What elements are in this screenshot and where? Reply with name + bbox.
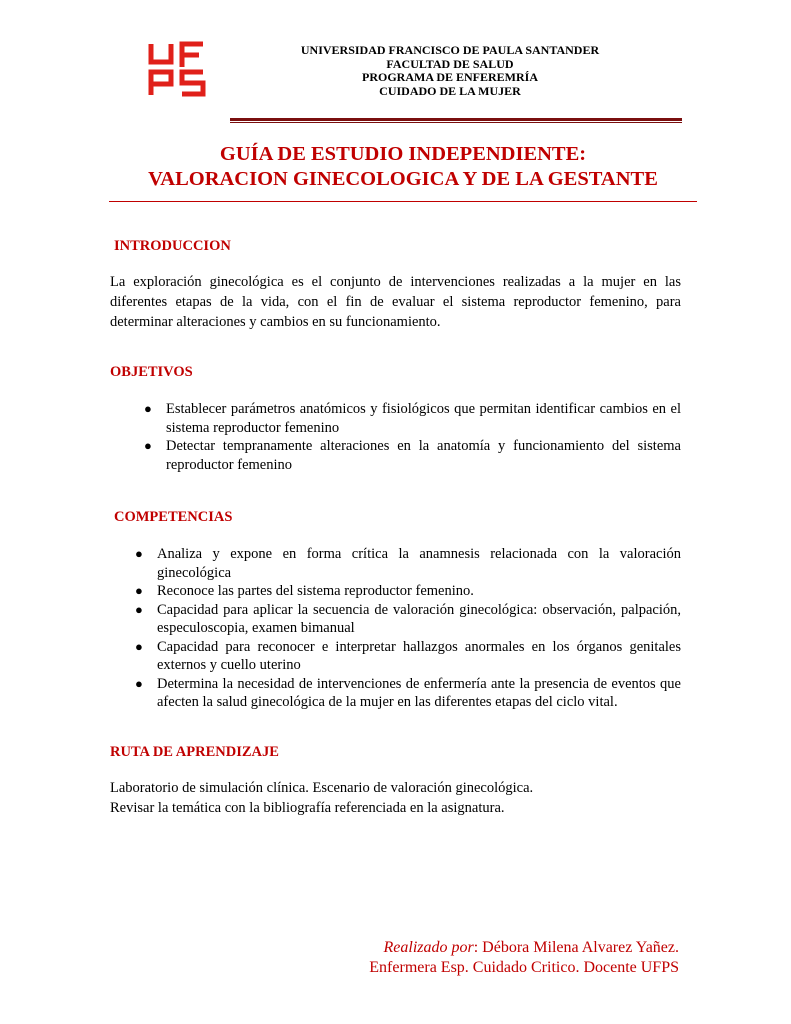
document-title: [110, 142, 696, 192]
university-name: UNIVERSIDAD FRANCISCO DE PAULA SANTANDER: [300, 43, 600, 57]
list-item: ● Reconoce las partes del sistema reproductor femenino.: [135, 583, 474, 599]
header-divider: [230, 118, 682, 121]
ufps-logo: [146, 40, 208, 98]
list-item-text: Establecer parámetros anatómicos y fisiológicos que permitan identificar cambios en el sistema reproductor femenino: [166, 401, 681, 436]
program-name: PROGRAMA DE ENFEREMRÍA: [362, 70, 538, 84]
title-divider: [109, 201, 697, 202]
credits-label: Realizado por: [383, 939, 474, 956]
list-item-text: Reconoce las partes del sistema reproductor femenino.: [157, 583, 474, 599]
ruta-text: [110, 778, 681, 818]
introduccion-text: La exploración ginecológica es el conjunto de intervenciones realizadas a la mujer en las diferentes etapas de la vida, con el fin de evaluar el sistema reproductor femenino, para determinar alteraciones y cambios en su funcionamiento.: [110, 274, 681, 330]
introduccion-heading: INTRODUCCION: [114, 238, 231, 254]
list-item: ● Analiza y expone en forma crítica la anamnesis relacionada con la valoración ginecológica: [135, 546, 681, 581]
list-item-text: Capacidad para reconocer e interpretar hallazgos anormales en los órganos genitales externos y cuello uterino: [157, 638, 681, 673]
list-item: ● Capacidad para reconocer e interpretar hallazgos anormales en los órganos genitales externos y cuello uterino: [135, 638, 681, 673]
ruta-heading: RUTA DE APRENDIZAJE: [110, 744, 279, 760]
institution-header: [230, 44, 670, 98]
competencias-list: [135, 545, 681, 712]
title-line-1: GUÍA DE ESTUDIO INDEPENDIENTE:: [219, 143, 587, 165]
ruta-line-2: Revisar la temática con la bibliografía referenciada en la asignatura.: [110, 800, 505, 816]
author-line: [369, 938, 679, 958]
list-item: ● Establecer parámetros anatómicos y fisiológicos que permitan identificar cambios en el sistema reproductor femenino: [144, 401, 681, 436]
list-item: ● Determina la necesidad de intervenciones de enfermería ante la presencia de eventos que afecten la salud ginecológica de la mujer en las diferentes etapas del ciclo vital.: [135, 675, 681, 710]
list-item: ● Detectar tempranamente alteraciones en la anatomía y funcionamiento del sistema reproductor femenino: [144, 438, 681, 473]
list-item: ● Capacidad para aplicar la secuencia de valoración ginecológica: observación, palpación, especuloscopia, examen bimanual: [135, 601, 681, 636]
list-item-text: Capacidad para aplicar la secuencia de valoración ginecológica: observación, palpación, especuloscopia, examen bimanual: [157, 601, 681, 636]
author-role: Enfermera Esp. Cuidado Critico. Docente UFPS: [369, 959, 679, 976]
author-name: : Débora Milena Alvarez Yañez.: [473, 939, 679, 956]
header-divider-thin: [230, 122, 682, 123]
list-item-text: Analiza y expone en forma crítica la anamnesis relacionada con la valoración ginecológica: [157, 546, 681, 581]
title-line-2: VALORACION GINECOLOGICA Y DE LA GESTANTE: [148, 168, 658, 190]
course-name: CUIDADO DE LA MUJER: [379, 83, 521, 98]
objetivos-heading: OBJETIVOS: [110, 364, 193, 380]
list-item-text: Determina la necesidad de intervenciones de enfermería ante la presencia de eventos que afecten la salud ginecológica de la mujer en las diferentes etapas del ciclo vital.: [157, 675, 681, 710]
objetivos-list: [144, 400, 681, 474]
ruta-line-1: Laboratorio de simulación clínica. Escenario de valoración ginecológica.: [110, 780, 534, 796]
list-item-text: Detectar tempranamente alteraciones en la anatomía y funcionamiento del sistema reproductor femenino: [166, 438, 681, 473]
competencias-heading: COMPETENCIAS: [114, 509, 233, 525]
faculty-name: FACULTAD DE SALUD: [386, 56, 514, 71]
author-credits: [369, 938, 679, 978]
